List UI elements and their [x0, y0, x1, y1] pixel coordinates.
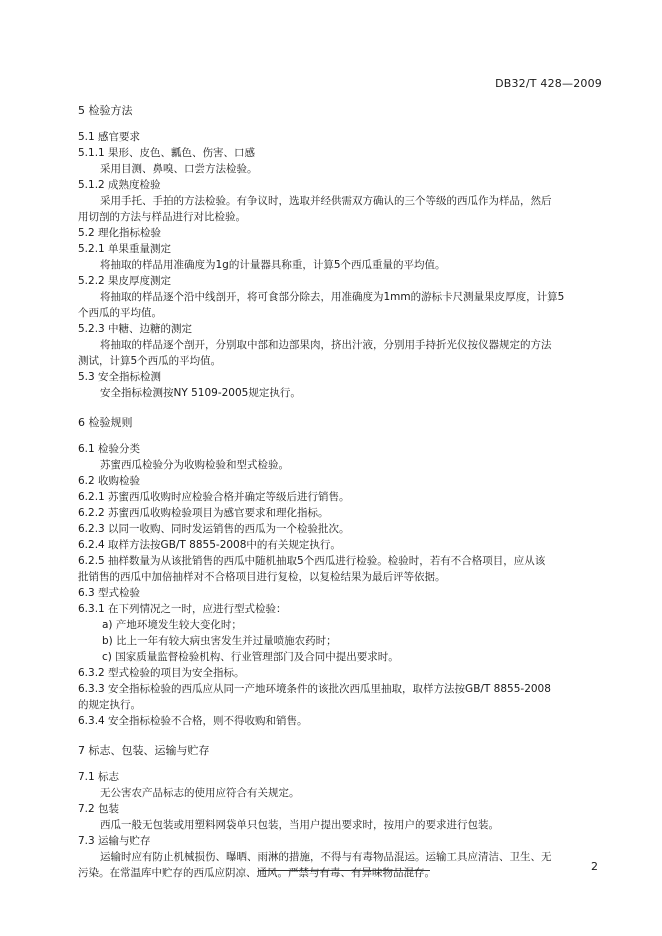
list-item: b) 比上一年有较大病虫害发生并过量喷施农药时；	[102, 635, 337, 647]
subsection-heading: 5.2 理化指标检验	[78, 227, 162, 239]
page-number: 2	[591, 860, 598, 873]
list-item: a) 产地环境发生较大变化时；	[102, 619, 242, 631]
paragraph-line: 将抽取的样品逐个沿中线剖开，将可食部分除去，用准确度为1mm的游标卡尺测量果皮厚度，计算5	[100, 291, 565, 303]
paragraph-line: 污染。在常温库中贮存的西瓜应阴凉、通风。严禁与有毒、有异味物品混存。	[78, 867, 435, 879]
standard-code: DB32/T 428—2009	[495, 77, 602, 90]
subsection-heading: 6.2 收购检验	[78, 475, 141, 487]
paragraph-line: 无公害农产品标志的使用应符合有关规定。	[100, 787, 300, 799]
subsection-heading: 6.3 型式检验	[78, 587, 141, 599]
clause-line: 6.3.4 安全指标检验不合格，则不得收购和销售。	[78, 715, 308, 727]
paragraph-line: 苏蜜西瓜检验分为收购检验和型式检验。	[100, 459, 289, 471]
paragraph-line: 将抽取的样品用准确度为1g的计量器具称重，计算5个西瓜重量的平均值。	[100, 259, 446, 271]
clause-line: 6.2.4 取样方法按GB/T 8855-2008中的有关规定执行。	[78, 539, 341, 551]
paragraph-line: 安全指标检测按NY 5109-2005规定执行。	[100, 387, 301, 399]
list-item: c) 国家质量监督检验机构、行业管理部门及合同中提出要求时。	[102, 651, 399, 663]
subsection-heading: 5.1 感官要求	[78, 131, 141, 143]
paragraph-line: 批销售的西瓜中加倍抽样对不合格项目进行复检，以复检结果为最后评等依据。	[78, 571, 446, 583]
clause-line: 6.3.2 型式检验的项目为安全指标。	[78, 667, 245, 679]
clause-line: 6.3.3 安全指标检验的西瓜应从同一产地环境条件的该批次西瓜里抽取，取样方法按GB/T 8855-2008	[78, 683, 551, 695]
paragraph-line: 运输时应有防止机械损伤、曝晒、雨淋的措施，不得与有毒物品混运。运输工具应清洁、卫生、无	[100, 851, 552, 863]
clause-line: 6.3.1 在下列情况之一时，应进行型式检验：	[78, 603, 287, 615]
clause-heading: 5.2.1 单果重量测定	[78, 243, 172, 255]
clause-heading: 5.2.3 中糖、边糖的测定	[78, 323, 193, 335]
clause-line: 6.2.2 苏蜜西瓜收购检验项目为感官要求和理化指标。	[78, 507, 329, 519]
clause-line: 6.2.1 苏蜜西瓜收购时应检验合格并确定等级后进行销售。	[78, 491, 350, 503]
subsection-heading: 5.3 安全指标检测	[78, 371, 162, 383]
clause-heading: 5.2.2 果皮厚度测定	[78, 275, 172, 287]
paragraph-line: 的规定执行。	[78, 699, 141, 711]
clause-heading: 5.1.2 成熟度检验	[78, 179, 161, 191]
section-heading: 5 检验方法	[78, 104, 133, 117]
subsection-heading: 7.1 标志	[78, 771, 120, 783]
paragraph-line: 测试，计算5个西瓜的平均值。	[78, 355, 222, 367]
paragraph-line: 西瓜一般无包装或用塑料网袋单只包装，当用户提出要求时，按用户的要求进行包装。	[100, 819, 499, 831]
clause-line: 6.2.3 以同一收购、同时发运销售的西瓜为一个检验批次。	[78, 523, 350, 535]
paragraph-line: 用切剖的方法与样品进行对比检验。	[78, 211, 246, 223]
subsection-heading: 6.1 检验分类	[78, 443, 141, 455]
section-heading: 7 标志、包装、运输与贮存	[78, 744, 210, 757]
footer-rule	[258, 870, 430, 871]
clause-line: 6.2.5 抽样数量为从该批销售的西瓜中随机抽取5个西瓜进行检验。检验时，若有不合格项目，应从该	[78, 555, 546, 567]
clause-heading: 5.1.1 果形、皮色、瓤色、伤害、口感	[78, 147, 256, 159]
paragraph-line: 将抽取的样品逐个剖开，分别取中部和边部果肉，挤出汁液，分别用手持折光仪按仪器规定的方法	[100, 339, 552, 351]
paragraph-line: 采用手托、手拍的方法检验。有争议时，选取并经供需双方确认的三个等级的西瓜作为样品，然后	[100, 195, 552, 207]
subsection-heading: 7.3 运输与贮存	[78, 835, 151, 847]
paragraph-line: 采用目测、鼻嗅、口尝方法检验。	[100, 163, 258, 175]
subsection-heading: 7.2 包装	[78, 803, 120, 815]
section-heading: 6 检验规则	[78, 416, 133, 429]
document-body	[78, 99, 606, 881]
paragraph-line: 个西瓜的平均值。	[78, 307, 162, 319]
